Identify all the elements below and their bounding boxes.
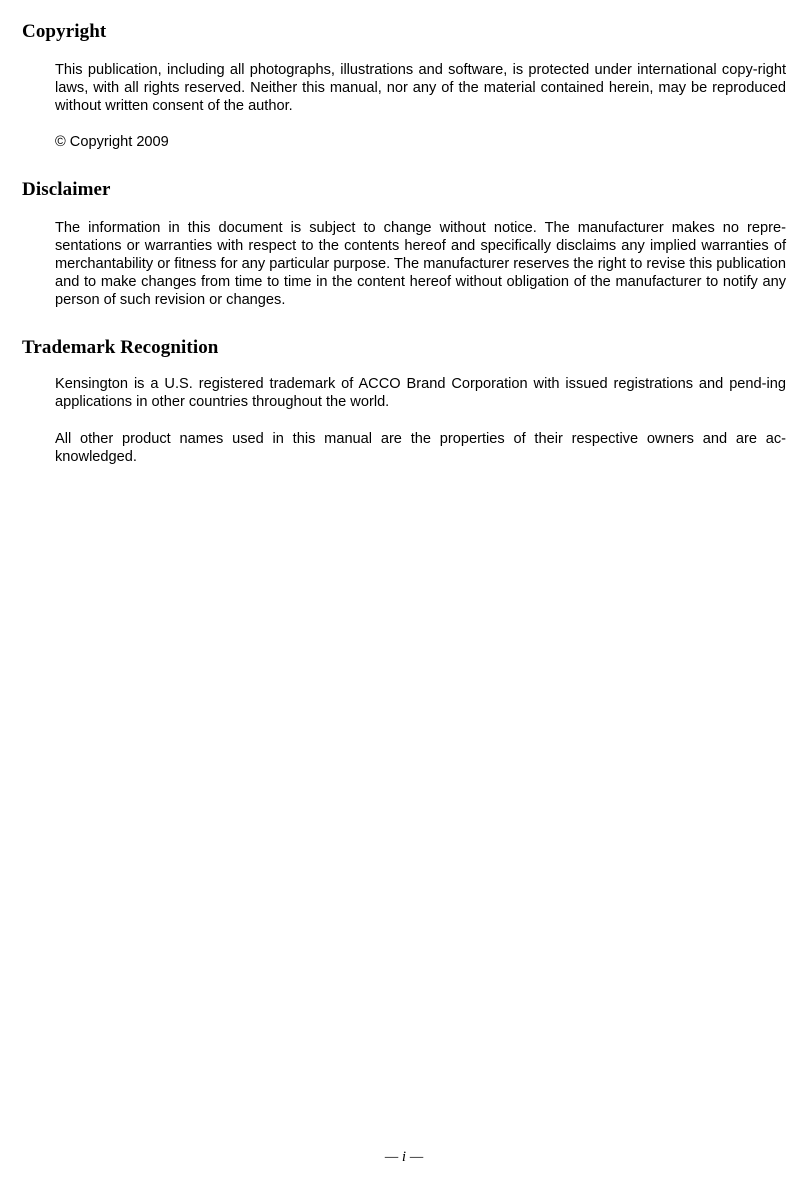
copyright-notice: © Copyright 2009 [55,134,169,150]
trademark-paragraph-other-products: All other product names used in this manual are the properties of their respective owners and are ac-knowledged. [55,431,786,465]
page-number: — i — [384,1149,424,1165]
trademark-heading: Trademark Recognition [22,337,219,358]
disclaimer-paragraph: The information in this document is subject to change without notice. The manufacturer makes no repre-sentations or warranties with respect to the contents hereof and specifically disclaims any implied warranties of merchantability or fitness for any particular purpose. The manufacturer reserves the right to revise this publication and to make changes from time to time in the content hereof without obligation of the manufacturer to notify any person of such revision or changes. [55,220,786,308]
copyright-paragraph: This publication, including all photographs, illustrations and software, is protected under international copy-right laws, with all rights reserved. Neither this manual, nor any of the material contained herein, may be reproduced without written consent of the author. [55,62,786,114]
trademark-paragraph-kensington: Kensington is a U.S. registered trademark of ACCO Brand Corporation with issued registrations and pend-ing applications in other countries throughout the world. [55,376,786,410]
disclaimer-heading: Disclaimer [22,179,111,200]
copyright-heading: Copyright [22,21,107,42]
